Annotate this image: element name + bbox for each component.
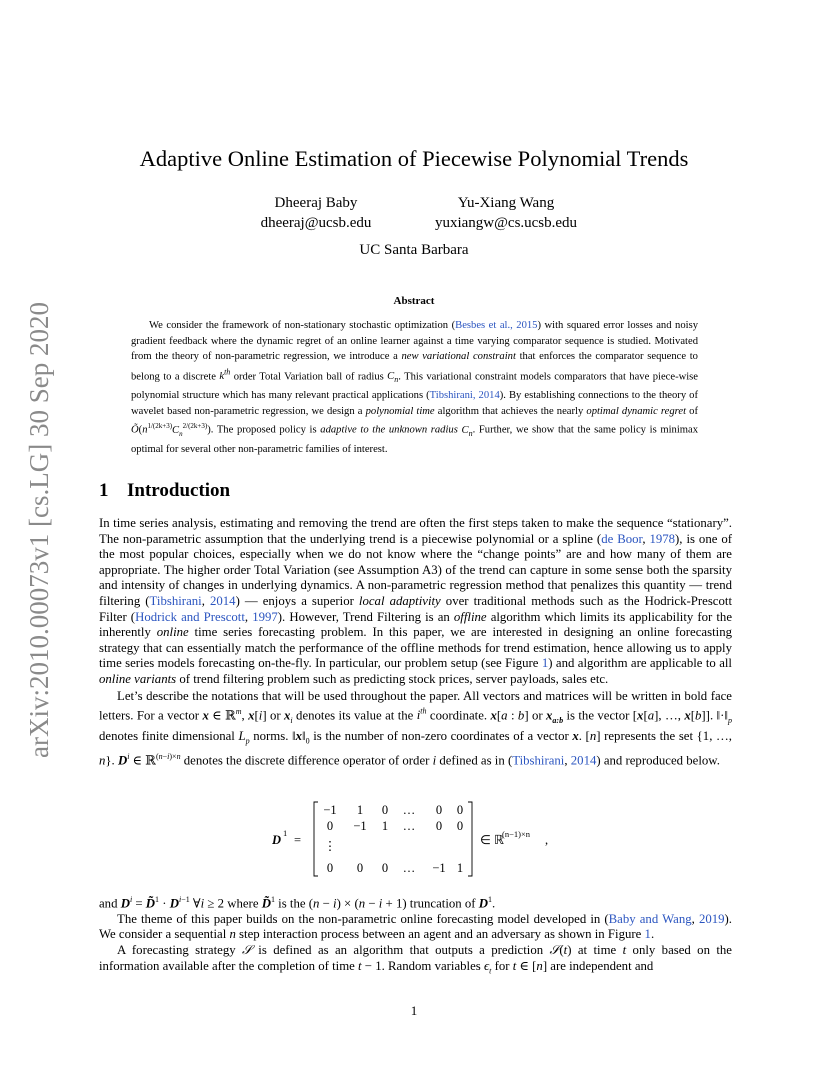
figure-link[interactable]: 1	[541, 656, 549, 671]
matrix-rhs-sup: (n−1)×n	[502, 829, 530, 839]
citation-link[interactable]: Hodrick and Prescott	[135, 609, 245, 624]
paper-title: Adaptive Online Estimation of Piecewise Polynomial Trends	[139, 146, 689, 171]
matrix-cell: 0	[456, 819, 464, 833]
svg-text:=: =	[294, 833, 302, 847]
section-title: Introduction	[127, 480, 231, 501]
matrix-cell: 0	[381, 803, 389, 817]
paragraph: In time series analysis, estimating and removing the trend are often the first steps taken to make the sequence “stationary”. The non-parametric assumption that the underlying trend is a piecewise polynomial or a spline (de Boor, 1978), is one of the most popular choices, especially when we do not know where the “change points” are and how many of them are appropriate. The higher order Total Variation (see Assumption A3) of the trend can capture in some sense both the sparsity and intensity of changes in underlying dynamics. A non-parametric regression method that penalizes this quantity — trend filtering (Tibshirani, 2014) — enjoys a superior local adaptivity over traditional methods such as the Hodrick-Prescott Filter (Hodrick and Prescott, 1997). However, Trend Filtering is an offline algorithm which limits its applicability for the inherently online time series forecasting problem. In this paper, we are interested in designing an online forecasting strategy that can essentially match the performance of the offline methods for trend estimation, hence allowing us to apply time series models forecasting on-the-fly. In particular, our problem setup (see Figure 1) and algorithm are applicable to all online variants of trend filtering problem such as predicting stock prices, server payloads, sales etc. Let’s describe the notations that will be used throughout the paper. All vectors and matrices will be written in bold face letters. For a vector x ∈ ℝ$^m$, x[i] or $x_i$ denotes its value at the $i^{th}$ coordinate. x[a : b] or $x_{a:b}$ is the vector [x[a], …, x[b]]. $‖\cdot‖_p$ denotes finite dimensional $L_p$ norms. $‖x‖_0$ is the number of non-zero coordinates of a vector x. [n] represents the set {1, …, n}. $D^i$ ∈ ℝ$^{(n-i)\times n}$ denotes the discrete difference operator of order i defined as in (Tibshirani, 2014) and reproduced below.	[99, 516, 733, 767]
arxiv-side-stamp	[6, 280, 66, 760]
matrix-cell: …	[402, 861, 416, 875]
citation-link[interactable]: Baby and Wang	[608, 911, 692, 926]
citation-year-link[interactable]: 1997	[252, 609, 278, 624]
matrix-cell: 0	[456, 803, 464, 817]
citation-link[interactable]: Tibshirani	[512, 752, 565, 767]
author-block	[236, 193, 396, 233]
citation-link[interactable]: Tibshirani	[149, 593, 202, 608]
matrix-cell: 0	[435, 803, 443, 817]
matrix-cell: 0	[356, 861, 364, 875]
matrix-rhs: ∈ ℝ	[480, 833, 504, 847]
matrix-cell: 1	[381, 819, 389, 833]
abstract-body: We consider the framework of non-stationary stochastic optimization (Besbes et al., 2015) with squared error losses and noisy gradient feedback where the dynamic regret of an online learner against a time varying comparator sequence is studied. Motivated from the theory of non-parametric regression, we introduce a new variational constraint that enforces the comparator sequence to belong to a discrete $k^{th}$ order Total Variation ball of radius $C_n$. This variational constraint models comparators that have piece-wise polynomial structure which has many relevant practical applications (Tibshirani, 2014). By establishing connections to the theory of wavelet based non-parametric regression, we design a polynomial time algorithm that achieves the nearly optimal dynamic regret of $Õ(n^{1/(2k+3)}C_n^{2/(2k+3)})$. The proposed policy is adaptive to the unknown radius $C_n$. Further, we show that the same policy is minimax optimal for several other non-parametric families of interest.	[131, 320, 699, 456]
citation-year-link[interactable]: 2019	[698, 911, 725, 926]
figure-link[interactable]: 1	[644, 927, 651, 942]
matrix-cell: ⋮	[323, 839, 337, 853]
citation-year-link[interactable]: 1978	[649, 531, 676, 546]
matrix-cell: 0	[326, 819, 334, 833]
affiliation: UC Santa Barbara	[359, 242, 469, 258]
citation-year-link[interactable]: 2014	[570, 752, 597, 767]
matrix-cell: 0	[326, 861, 334, 875]
matrix-cell: …	[402, 819, 416, 833]
paragraph: and $D^i$ = D̃$^1$ · $D^{i-1}$ ∀i ≥ 2 where D̃$^1$ is the (n − i) × (n − i + 1) truncation of $D^1$. The theme of this paper builds on the non-parametric online forecasting model developed in (Baby and Wang, 2019). We consider a sequential n step interaction process between an agent and an adversary as shown in Figure 1. A forecasting strategy 𝒮 is defined as an algorithm that outputs a prediction 𝒮(t) at time t only based on the information available after the completion of time t − 1. Random variables $\epsilon_t$ for t ∈ [n] are independent and	[99, 895, 733, 976]
page-number: 1	[410, 1003, 418, 1018]
author-block	[406, 193, 606, 233]
citation-link[interactable]: Besbes et al., 2015	[455, 320, 538, 331]
matrix-cell: −1	[353, 819, 367, 833]
citation-year-link[interactable]: 2014	[209, 593, 236, 608]
matrix-cell: …	[402, 803, 416, 817]
matrix-lhs-sup: 1	[283, 828, 288, 838]
citation-link[interactable]: de Boor	[601, 531, 643, 546]
section-heading	[99, 480, 230, 502]
matrix-cell: 0	[435, 819, 443, 833]
author-name: Yu-Xiang Wang	[457, 195, 555, 211]
matrix-comma: ,	[545, 833, 549, 847]
abstract-heading: Abstract	[393, 295, 435, 307]
author-email: dheeraj@ucsb.edu	[260, 215, 372, 231]
matrix-cell: 1	[356, 803, 364, 817]
citation-link[interactable]: Tibshirani, 2014	[429, 390, 500, 402]
author-email: yuxiangw@cs.ucsb.edu	[434, 215, 578, 231]
author-name: Dheeraj Baby	[274, 195, 358, 211]
matrix-lhs: D	[272, 833, 282, 847]
matrix-cell: −1	[323, 803, 337, 817]
section-number: 1	[99, 480, 109, 501]
svg-text:arXiv:2010.00073v1 [cs.LG] 3: arXiv:2010.00073v1 [cs.LG] 30 Sep 2020	[24, 302, 54, 758]
matrix-cell: −1	[432, 861, 446, 875]
difference-matrix	[272, 800, 562, 880]
matrix-cell: 1	[456, 861, 464, 875]
matrix-cell: 0	[381, 861, 389, 875]
